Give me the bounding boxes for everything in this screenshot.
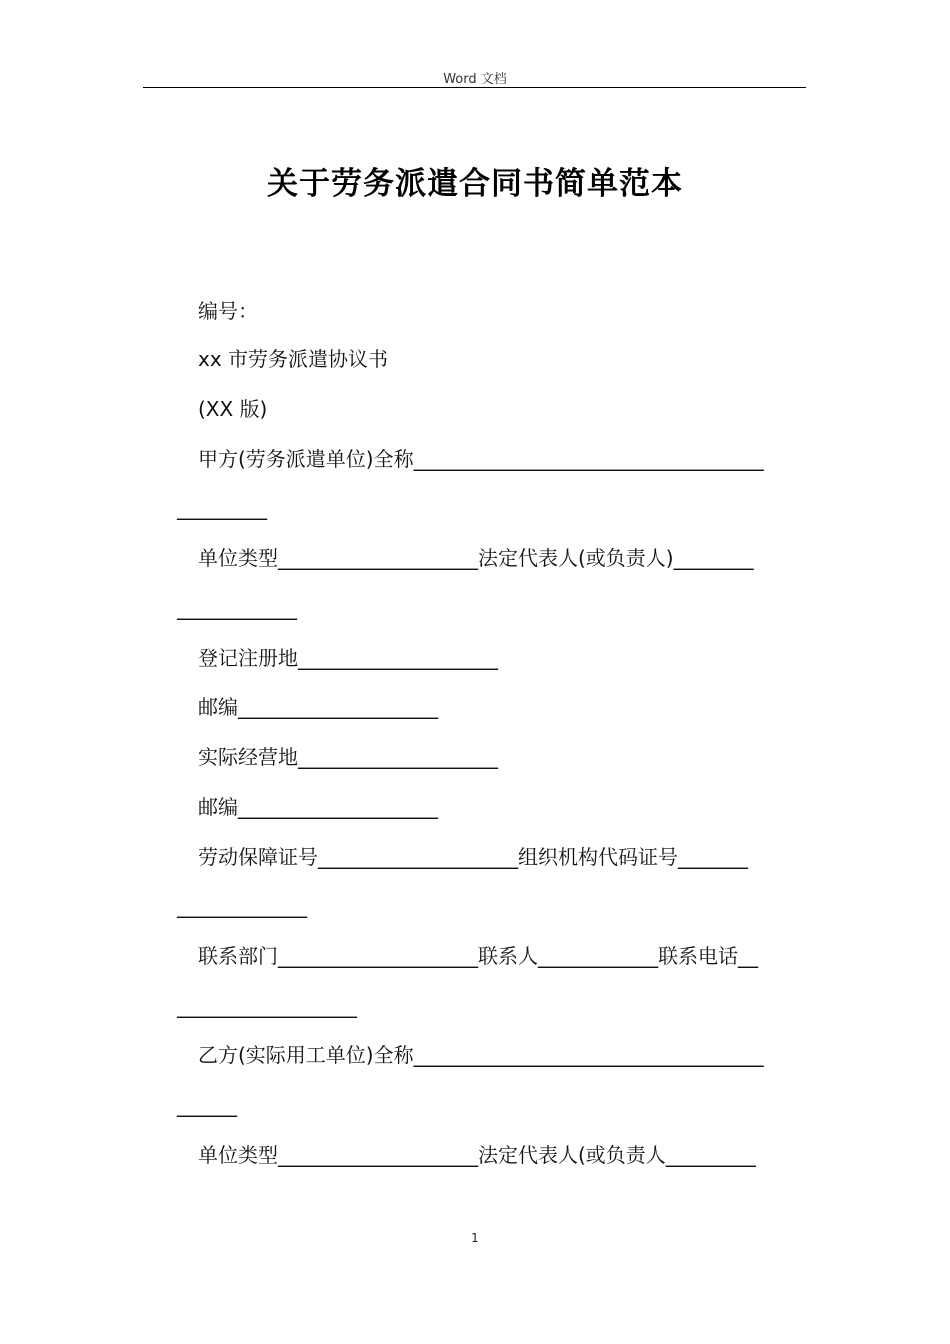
header-text: Word 文档	[443, 72, 507, 87]
party-a-type-rep-line: 单位类型____________________法定代表人(或负责人)________	[198, 546, 754, 570]
party-a-type-rep-line-cont: ____________	[177, 596, 297, 620]
party-b-type-rep-line: 单位类型____________________法定代表人(或负责人_________	[198, 1143, 756, 1167]
party-a-license-code-line-cont: _____________	[177, 894, 307, 918]
document-title: 关于劳务派遣合同书简单范本	[267, 166, 683, 202]
party-a-business-address: 实际经营地____________________	[198, 745, 498, 769]
contract-number-label: 编号：	[198, 299, 258, 323]
party-a-registered-address: 登记注册地____________________	[198, 646, 498, 670]
page-number: 1	[471, 1231, 479, 1245]
party-a-contact-line-cont: __________________	[177, 994, 357, 1018]
header-rule	[143, 87, 806, 88]
party-a-postcode-1: 邮编____________________	[198, 695, 438, 719]
party-a-postcode-2: 邮编____________________	[198, 795, 438, 819]
party-a-name-line-cont: _________	[177, 496, 267, 520]
party-a-contact-line: 联系部门____________________联系人____________联系电话__	[198, 944, 758, 968]
party-b-name-line: 乙方(实际用工单位)全称___________________________________	[198, 1043, 764, 1067]
agreement-version: (XX 版)	[198, 397, 268, 421]
agreement-name: xx 市劳务派遣协议书	[198, 347, 389, 371]
party-a-license-code-line: 劳动保障证号____________________组织机构代码证号_______	[198, 845, 748, 869]
party-b-name-line-cont: ______	[177, 1093, 237, 1117]
party-a-name-line: 甲方(劳务派遣单位)全称___________________________________	[198, 447, 764, 471]
